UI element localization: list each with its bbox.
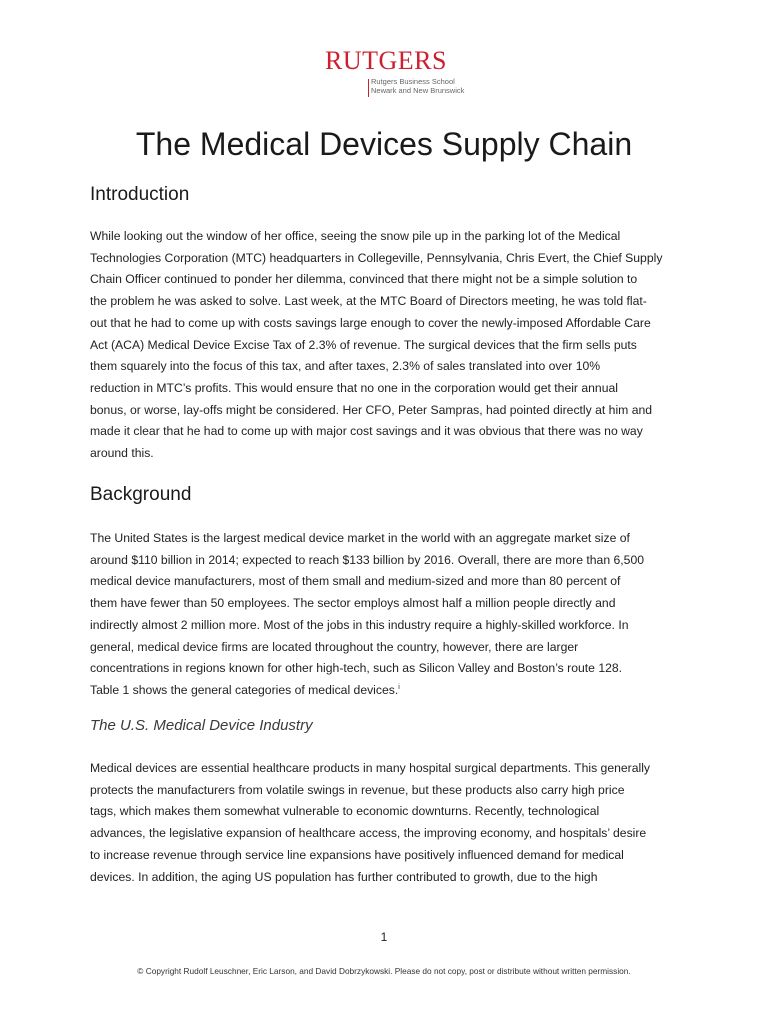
page-number: 1 [380,930,388,944]
section-heading-introduction: Introduction [90,184,190,205]
text-line: made it clear that he had to come up with major cost savings and it was obvious that there was no way [90,424,643,439]
text-line: to increase revenue through service line expansions have positively influenced demand for medical [90,847,624,862]
copyright-footer: © Copyright Rudolf Leuschner, Eric Larson, and David Dobrzykowski. Please do not copy, post or distribute without written permission. [137,966,631,976]
logo-subtitle [371,77,464,95]
text-line: Chain Officer continued to ponder her dilemma, convinced that there might not be a simple solution to [90,272,638,287]
text-line: around $110 billion in 2014; expected to reach $133 billion by 2016. Overall, there are more than 6,500 [90,552,645,567]
text-line: While looking out the window of her office, seeing the snow pile up in the parking lot of the Medical [90,229,621,243]
logo-subtitle-line: Rutgers Business School [371,77,455,86]
document-title: The Medical Devices Supply Chain [135,126,633,162]
text-line: reduction in MTC’s profits. This would ensure that no one in the corporation would get their annual [90,380,618,395]
text-line: advances, the legislative expansion of healthcare access, the improving economy, and hospitals’ desire [90,826,647,841]
text-line: them have fewer than 50 employees. The sector employs almost half a million people directly and [90,596,616,611]
text-line: the problem he was asked to solve. Last week, at the MTC Board of Directors meeting, he was told flat- [90,294,647,309]
subsection-heading-industry: The U.S. Medical Device Industry [90,717,313,734]
text-line: medical device manufacturers, most of them small and medium-sized and more than 80 percent of [90,574,621,589]
text-line: bonus, or worse, lay-offs might be considered. Her CFO, Peter Sampras, had pointed directly at him and [90,402,653,417]
text-line: indirectly almost 2 million more. Most of the jobs in this industry require a highly-skilled workforce. In [90,617,629,632]
logo-divider [368,79,369,97]
text-line: tags, which makes them somewhat vulnerable to economic downturns. Recently, technological [90,804,600,819]
footnote-link[interactable]: i [398,683,400,691]
rutgers-logo [325,48,465,94]
text-line: devices. In addition, the aging US population has further contributed to growth, due to the high [90,869,598,884]
text-line: general, medical device firms are located throughout the country, however, there are larger [90,639,579,654]
text-line: around this. [90,446,154,461]
industry-paragraph [90,758,690,888]
introduction-paragraph [90,226,690,465]
section-heading-background: Background [90,484,192,505]
text-line: protects the manufacturers from volatile swings in revenue, but these products also carry high price [90,782,625,797]
logo-subtitle-line: Newark and New Brunswick [371,86,465,95]
text-line: The United States is the largest medical device market in the world with an aggregate market size of [90,531,630,545]
text-line: Medical devices are essential healthcare products in many hospital surgical departments. This generally [90,761,651,775]
text-line: Technologies Corporation (MTC) headquarters in Collegeville, Pennsylvania, Chris Evert, the Chief Supply [90,250,663,265]
logo-wordmark: RUTGERS [325,46,447,75]
text-line [90,680,690,702]
text-line: concentrations in regions known for other high-tech, such as Silicon Valley and Boston’s route 128. [90,661,623,676]
table-reference-text: Table 1 shows the general categories of medical devices. [90,682,399,697]
text-line: out that he had to come up with costs savings large enough to cover the newly-imposed Affordable Care [90,315,651,330]
background-paragraph [90,528,690,702]
text-line: them squarely into the focus of this tax, and after taxes, 2.3% of sales translated into over 10% [90,359,601,374]
text-line: Act (ACA) Medical Device Excise Tax of 2.3% of revenue. The surgical devices that the firm sells puts [90,337,637,352]
